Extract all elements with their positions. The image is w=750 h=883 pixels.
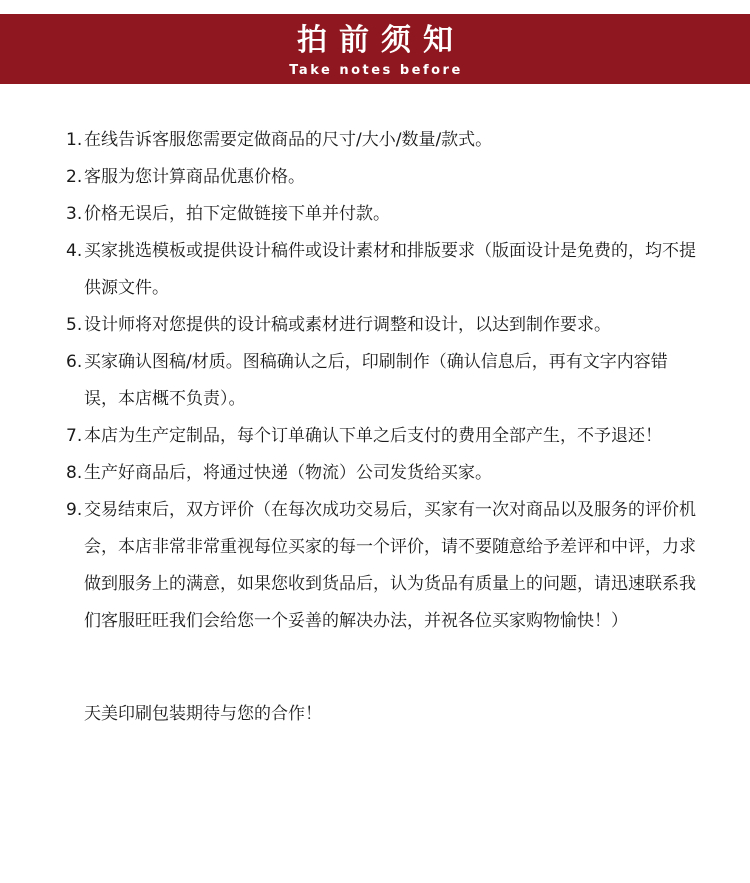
closing-message: 天美印刷包装期待与您的合作！ <box>84 704 322 724</box>
note-text: 客服为您计算商品优惠价格。 <box>84 167 305 187</box>
note-number: 8. <box>66 463 83 483</box>
note-number: 1. <box>66 130 83 150</box>
note-item-1 <box>66 122 696 159</box>
note-text: 买家确认图稿/材质。图稿确认之后，印刷制作（确认信息后，再有文字内容错误，本店概不负责）。 <box>84 352 668 409</box>
note-item-8 <box>66 455 696 492</box>
note-item-5 <box>66 307 696 344</box>
note-text: 价格无误后，拍下定做链接下单并付款。 <box>84 204 390 224</box>
note-number: 9. <box>66 500 83 520</box>
note-text: 本店为生产定制品，每个订单确认下单之后支付的费用全部产生，不予退还！ <box>84 426 662 446</box>
header-banner <box>0 14 750 84</box>
note-item-2 <box>66 159 696 196</box>
note-item-7 <box>66 418 696 455</box>
note-text: 交易结束后，双方评价（在每次成功交易后，买家有一次对商品以及服务的评价机会，本店非常非常重视每位买家的每一个评价，请不要随意给予差评和中评，力求做到服务上的满意，如果您收到货品后，认为货品有质量上的问题，请迅速联系我们客服旺旺我们会给您一个妥善的解决办法，并祝各位买家购物愉快！） <box>84 500 696 631</box>
note-text: 设计师将对您提供的设计稿或素材进行调整和设计，以达到制作要求。 <box>84 315 611 335</box>
note-item-6 <box>66 344 696 418</box>
banner-title: 拍前须知 <box>297 23 465 58</box>
note-number: 3. <box>66 204 83 224</box>
note-number: 6. <box>66 352 83 372</box>
note-item-4 <box>66 233 696 307</box>
note-item-9 <box>66 492 696 640</box>
note-number: 2. <box>66 167 83 187</box>
notes-list <box>66 122 696 640</box>
note-item-3 <box>66 196 696 233</box>
note-text: 买家挑选模板或提供设计稿件或设计素材和排版要求（版面设计是免费的，均不提供源文件。 <box>84 241 696 298</box>
note-number: 4. <box>66 241 83 261</box>
note-number: 7. <box>66 426 83 446</box>
banner-subtitle: Take notes before <box>289 63 463 78</box>
note-text: 在线告诉客服您需要定做商品的尺寸/大小/数量/款式。 <box>84 130 493 150</box>
note-text: 生产好商品后，将通过快递（物流）公司发货给买家。 <box>84 463 492 483</box>
note-number: 5. <box>66 315 83 335</box>
